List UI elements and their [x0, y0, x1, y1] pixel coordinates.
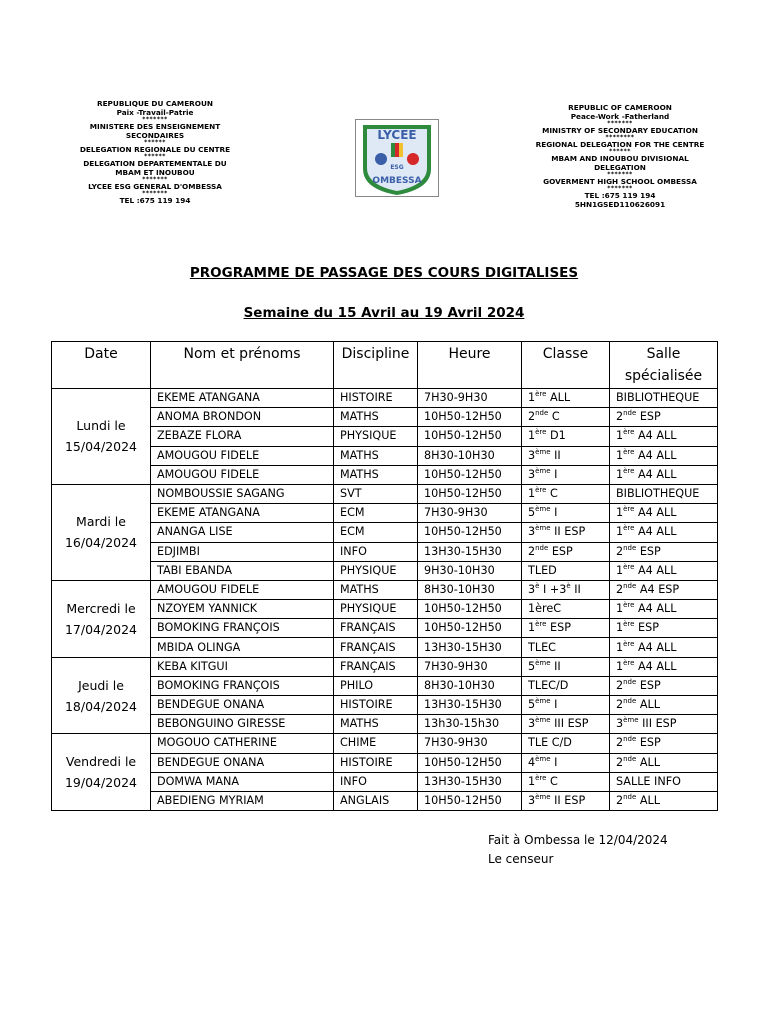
discipline-cell: PHYSIQUE: [334, 561, 418, 580]
time-slot-cell: 10H50-12H50: [418, 600, 522, 619]
schedule-body: [52, 389, 718, 811]
teacher-name-cell: BOMOKING FRANÇOIS: [151, 619, 334, 638]
time-slot-cell: 13H30-15H30: [418, 696, 522, 715]
class-name-cell: 3ème II ESP: [522, 791, 610, 810]
teacher-name-cell: AMOUGOU FIDELE: [151, 446, 334, 465]
discipline-cell: MATHS: [334, 446, 418, 465]
col-header-class: Classe: [522, 342, 610, 389]
day-date-cell: Lundi le 15/04/2024: [52, 389, 151, 485]
discipline-cell: CHIME: [334, 734, 418, 753]
class-name-cell: 1ère D1: [522, 427, 610, 446]
header-separator: ********: [605, 134, 635, 141]
class-name-cell: 3ème I: [522, 465, 610, 484]
discipline-cell: FRANÇAIS: [334, 638, 418, 657]
header-left: [60, 99, 250, 219]
discipline-cell: HISTOIRE: [334, 696, 418, 715]
signature-title: Le censeur: [488, 852, 554, 866]
class-name-cell: TLE C/D: [522, 734, 610, 753]
time-slot-cell: 7H30-9H30: [418, 389, 522, 408]
table-row: [52, 657, 718, 676]
time-slot-cell: 13H30-15H30: [418, 638, 522, 657]
discipline-cell: INFO: [334, 772, 418, 791]
discipline-cell: HISTOIRE: [334, 753, 418, 772]
teacher-name-cell: NZOYEM YANNICK: [151, 600, 334, 619]
teacher-name-cell: DOMWA MANA: [151, 772, 334, 791]
discipline-cell: FRANÇAIS: [334, 619, 418, 638]
room-cell: 1ère A4 ALL: [610, 465, 718, 484]
table-row: [52, 408, 718, 427]
teacher-name-cell: BOMOKING FRANÇOIS: [151, 676, 334, 695]
room-cell: 3ème III ESP: [610, 715, 718, 734]
teacher-name-cell: BENDEGUE ONANA: [151, 753, 334, 772]
class-name-cell: 5ème II: [522, 657, 610, 676]
teacher-name-cell: BENDEGUE ONANA: [151, 696, 334, 715]
col-header-time: Heure: [418, 342, 522, 389]
discipline-cell: SVT: [334, 484, 418, 503]
class-name-cell: 1ère ALL: [522, 389, 610, 408]
room-cell: 1ère A4 ALL: [610, 504, 718, 523]
teacher-name-cell: MBIDA OLINGA: [151, 638, 334, 657]
discipline-cell: ECM: [334, 523, 418, 542]
header-left-ministry: MINISTERE DES ENSEIGNEMENT SECONDAIRES: [89, 122, 221, 140]
teacher-name-cell: MOGOUO CATHERINE: [151, 734, 334, 753]
teacher-name-cell: EKEME ATANGANA: [151, 389, 334, 408]
class-name-cell: 2nde C: [522, 408, 610, 427]
col-header-date: Date: [52, 342, 151, 389]
room-cell: 2nde ESP: [610, 542, 718, 561]
room-cell: SALLE INFO: [610, 772, 718, 791]
time-slot-cell: 10H50-12H50: [418, 753, 522, 772]
teacher-name-cell: EDJIMBI: [151, 542, 334, 561]
header-separator: *******: [607, 185, 633, 192]
room-cell: 1ère A4 ALL: [610, 427, 718, 446]
table-row: [52, 446, 718, 465]
room-cell: 2nde A4 ESP: [610, 580, 718, 599]
class-name-cell: 4ème I: [522, 753, 610, 772]
col-header-name: Nom et prénoms: [151, 342, 334, 389]
table-row: [52, 696, 718, 715]
time-slot-cell: 13h30-15h30: [418, 715, 522, 734]
class-name-cell: 1ère C: [522, 772, 610, 791]
class-name-cell: 1ère ESP: [522, 619, 610, 638]
time-slot-cell: 10H50-12H50: [418, 465, 522, 484]
class-name-cell: 5ème I: [522, 504, 610, 523]
room-cell: 1ère A4 ALL: [610, 638, 718, 657]
time-slot-cell: 10H50-12H50: [418, 484, 522, 503]
class-name-cell: TLEC/D: [522, 676, 610, 695]
class-name-cell: 3ème II ESP: [522, 523, 610, 542]
header-left-school: LYCEE ESG GENERAL D'OMBESSA: [88, 182, 222, 191]
logo-top-text: LYCEE: [377, 128, 417, 142]
class-name-cell: TLEC: [522, 638, 610, 657]
week-subtitle: Semaine du 15 Avril au 19 Avril 2024: [243, 305, 525, 321]
room-cell: 1ère ESP: [610, 619, 718, 638]
room-cell: 2nde ALL: [610, 791, 718, 810]
header-left-regional: DELEGATION REGIONALE DU CENTRE: [79, 145, 231, 154]
header-separator: *******: [607, 171, 633, 178]
time-slot-cell: 8H30-10H30: [418, 446, 522, 465]
discipline-cell: PHYSIQUE: [334, 600, 418, 619]
discipline-cell: INFO: [334, 542, 418, 561]
time-slot-cell: 7H30-9H30: [418, 504, 522, 523]
header-left-departmental: DELEGATION DEPARTEMENTALE DU MBAM ET INOUBOU: [83, 159, 227, 177]
room-cell: 1ère A4 ALL: [610, 657, 718, 676]
table-row: [52, 734, 718, 753]
class-name-cell: 5ème I: [522, 696, 610, 715]
flag-green: [391, 143, 395, 157]
time-slot-cell: 8H30-10H30: [418, 676, 522, 695]
time-slot-cell: 8H30-10H30: [418, 580, 522, 599]
header-separator: *******: [607, 120, 633, 127]
discipline-cell: MATHS: [334, 408, 418, 427]
flag-yellow: [399, 143, 403, 157]
time-slot-cell: 10H50-12H50: [418, 427, 522, 446]
table-row: [52, 580, 718, 599]
table-row: [52, 427, 718, 446]
discipline-cell: MATHS: [334, 465, 418, 484]
logo-bottom-text: OMBESSA: [372, 176, 422, 186]
teacher-name-cell: ANANGA LISE: [151, 523, 334, 542]
flag-red: [395, 143, 399, 157]
table-row: [52, 772, 718, 791]
table-row: [52, 523, 718, 542]
discipline-cell: MATHS: [334, 580, 418, 599]
class-name-cell: TLED: [522, 561, 610, 580]
room-cell: 2nde ESP: [610, 734, 718, 753]
document-title: PROGRAMME DE PASSAGE DES COURS DIGITALISES: [189, 265, 579, 281]
table-row: [52, 561, 718, 580]
header-right-divisional: MBAM AND INOUBOU DIVISIONAL DELEGATION: [551, 154, 689, 172]
table-row: [52, 715, 718, 734]
header-separator: *******: [142, 116, 168, 123]
header-right-country: REPUBLIC OF CAMEROON: [568, 103, 672, 112]
header-right-code: 5HN1GSED110626091: [574, 200, 666, 209]
header-left-motto: Paix -Travail-Patrie: [116, 108, 194, 117]
class-name-cell: 3ème III ESP: [522, 715, 610, 734]
day-date-cell: Jeudi le 18/04/2024: [52, 657, 151, 734]
table-row: [52, 542, 718, 561]
col-header-room: Salle spécialisée: [610, 342, 718, 389]
teacher-name-cell: AMOUGOU FIDELE: [151, 465, 334, 484]
signature-place-date: Fait à Ombessa le 12/04/2024: [488, 833, 668, 847]
header-separator: *******: [142, 190, 168, 197]
table-row: [52, 676, 718, 695]
table-row: [52, 484, 718, 503]
header-separator: ******: [609, 148, 631, 155]
table-row: [52, 600, 718, 619]
teacher-name-cell: AMOUGOU FIDELE: [151, 580, 334, 599]
time-slot-cell: 9H30-10H30: [418, 561, 522, 580]
room-cell: BIBLIOTHEQUE: [610, 484, 718, 503]
table-row: [52, 619, 718, 638]
class-name-cell: 2nde ESP: [522, 542, 610, 561]
teacher-name-cell: KEBA KITGUI: [151, 657, 334, 676]
day-date-cell: Mardi le 16/04/2024: [52, 484, 151, 580]
time-slot-cell: 10H50-12H50: [418, 619, 522, 638]
header-left-tel: TEL :675 119 194: [119, 196, 191, 205]
discipline-cell: MATHS: [334, 715, 418, 734]
room-cell: BIBLIOTHEQUE: [610, 389, 718, 408]
logo-sub-text: ESG: [390, 164, 404, 171]
logo-emblem-left: [375, 153, 387, 165]
room-cell: 1ère A4 ALL: [610, 600, 718, 619]
table-row: [52, 638, 718, 657]
time-slot-cell: 7H30-9H30: [418, 734, 522, 753]
teacher-name-cell: ANOMA BRONDON: [151, 408, 334, 427]
time-slot-cell: 13H30-15H30: [418, 772, 522, 791]
day-date-cell: Vendredi le 19/04/2024: [52, 734, 151, 811]
header-right-school: GOVERMENT HIGH SCHOOL OMBESSA: [543, 177, 697, 186]
teacher-name-cell: EKEME ATANGANA: [151, 504, 334, 523]
table-row: [52, 465, 718, 484]
schedule-table: [51, 341, 718, 811]
room-cell: 2nde ESP: [610, 676, 718, 695]
room-cell: 1ère A4 ALL: [610, 446, 718, 465]
teacher-name-cell: TABI EBANDA: [151, 561, 334, 580]
table-row: [52, 389, 718, 408]
header-separator: ******: [144, 153, 166, 160]
time-slot-cell: 10H50-12H50: [418, 523, 522, 542]
room-cell: 1ère A4 ALL: [610, 561, 718, 580]
time-slot-cell: 7H30-9H30: [418, 657, 522, 676]
discipline-cell: FRANÇAIS: [334, 657, 418, 676]
time-slot-cell: 13H30-15H30: [418, 542, 522, 561]
time-slot-cell: 10H50-12H50: [418, 408, 522, 427]
day-date-cell: Mercredi le 17/04/2024: [52, 580, 151, 657]
discipline-cell: PHILO: [334, 676, 418, 695]
header-left-country: REPUBLIQUE DU CAMEROUN: [96, 99, 214, 108]
class-name-cell: $3^è$ $I +3^è$ II: [522, 580, 610, 599]
teacher-name-cell: ABEDIENG MYRIAM: [151, 791, 334, 810]
room-cell: 1ère A4 ALL: [610, 523, 718, 542]
room-cell: 2nde ALL: [610, 696, 718, 715]
header-right-regional: REGIONAL DELEGATION FOR THE CENTRE: [535, 140, 705, 149]
table-row: [52, 504, 718, 523]
discipline-cell: PHYSIQUE: [334, 427, 418, 446]
header-separator: ******: [144, 139, 166, 146]
school-logo: [355, 119, 439, 197]
table-row: [52, 753, 718, 772]
class-name-cell: 1èreC: [522, 600, 610, 619]
room-cell: 2nde ALL: [610, 753, 718, 772]
header-right-tel: TEL :675 119 194: [584, 191, 656, 200]
class-name-cell: 3ème II: [522, 446, 610, 465]
header-right-ministry: MINISTRY OF SECONDARY EDUCATION: [542, 126, 698, 135]
table-row: [52, 791, 718, 810]
col-header-discipline: Discipline: [334, 342, 418, 389]
header-right-motto: Peace-Work -Fatherland: [570, 112, 670, 121]
header-right: [520, 103, 720, 219]
teacher-name-cell: NOMBOUSSIE SAGANG: [151, 484, 334, 503]
discipline-cell: HISTOIRE: [334, 389, 418, 408]
discipline-cell: ECM: [334, 504, 418, 523]
teacher-name-cell: ZEBAZE FLORA: [151, 427, 334, 446]
logo-emblem-right: [407, 153, 419, 165]
class-name-cell: 1ère C: [522, 484, 610, 503]
header-separator: *******: [142, 176, 168, 183]
room-cell: 2nde ESP: [610, 408, 718, 427]
time-slot-cell: 10H50-12H50: [418, 791, 522, 810]
discipline-cell: ANGLAIS: [334, 791, 418, 810]
teacher-name-cell: BEBONGUINO GIRESSE: [151, 715, 334, 734]
